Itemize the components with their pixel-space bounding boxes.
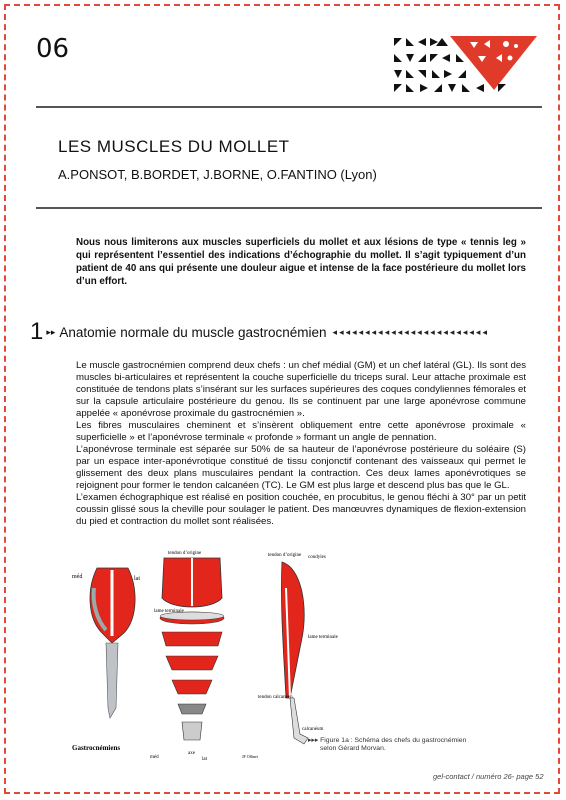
label-lat2: lat [202,757,207,762]
label-signature: JF Ollinet [242,754,258,759]
label-tendon-origine: tendon d’origine [168,551,202,556]
section-arrows: ▸▸ [46,326,56,337]
chapter-number: 06 [36,34,70,64]
label-med: méd [72,574,83,580]
paragraph: Les fibres musculaires cheminent et s’insèrent obliquement entre cette aponévrose proximale « superficielle » et l’aponévrose terminale « profonde » formant un angle de pennation. [76,420,526,443]
label-lame-terminale-2: lame terminale [308,635,338,640]
decorative-triangles-logo [392,32,537,94]
posterior-calf-drawing [72,568,140,718]
caption-line2: selon Gérard Morvan. [320,745,386,752]
label-tendon-calcaneen: tendon calcanéen [258,695,293,700]
caption-arrows: ▸▸▸ [308,737,319,744]
title-divider [36,207,542,209]
section-title: Anatomie normale du muscle gastrocnémien [59,324,327,340]
caption-line1: Figure 1a : Schéma des chefs du gastrocnémien [320,737,467,744]
label-condyles: condyles [308,555,326,560]
figure-caption [308,737,466,753]
label-med2: méd [150,755,159,760]
page-footer: gel-contact / numéro 26- page 52 [433,772,544,781]
label-calcaneum: calcanéum [302,727,324,732]
label-lat: lat [134,576,140,582]
paragraph: L’aponévrose terminale est séparée sur 50% de sa hauteur de l’aponévrose postérieure du soléaire (S) par un espace inter-aponévrotique constitué de tissu conjonctif contenant des vaisseaux qui permet le glissement des deux plans musculaires pendant la contraction. Ces deux lames aponévrotiques se rejoignent pour former le tendon calcanéen (TC). Le GM est plus large et descend plus bas que le GL. [76,444,526,491]
sectional-drawing [150,551,259,762]
section-tail-arrows: ◂◂◂◂◂◂◂◂◂◂◂◂◂◂◂◂◂◂◂◂◂◂◂◂ [332,326,489,337]
article-authors: A.PONSOT, B.BORDET, J.BORNE, O.FANTINO (Lyon) [58,167,377,182]
intro-paragraph: Nous nous limiterons aux muscles superficiels du mollet et aux lésions de type « tennis leg » qui représentent l’essentiel des indications d’échographie du mollet. Il s’agit typiquement d’un patient de 40 ans qui présente une douleur aigue et intense de la face postérieure du mollet lors d’un effort. [76,237,526,287]
paragraph: Le muscle gastrocnémien comprend deux chefs : un chef médial (GM) et un chef latéral (GL). Ils sont des muscles bi-articulaires et représentent la couche superficielle du triceps sural. Leur attache proximale est constituée de tendons plats s’insérant sur les surfaces supérieures des coques condyliennes fémorales et sur la capsule articulaire postérieure du genou. Ils se continuent par une large aponévrose commune appelée « aponévrose proximale du gastrocnémien ». [76,360,526,419]
section-number: 1 [30,318,44,345]
body-text [76,360,526,528]
header-divider [36,106,542,108]
label-gastrocnemiens: Gastrocnémiens [72,744,121,752]
label-axe: axe [188,751,195,756]
gastrocnemius-anatomy-figure [72,548,352,763]
paragraph: L’examen échographique est réalisé en position couchée, en procubitus, le genou fléchi à 30° par un petit coussin glissé sous la cheville pour soulager le patient. Des manœuvres dynamiques de flexion-extension du pied et contraction du mollet sont réalisées. [76,492,526,527]
label-lame-terminale: lame terminale [154,609,184,614]
section-heading [30,318,530,346]
label-tendon-origine-2: tendon d’origine [268,553,302,558]
article-title: LES MUSCLES DU MOLLET [58,137,290,156]
lateral-calf-drawing [258,553,339,744]
